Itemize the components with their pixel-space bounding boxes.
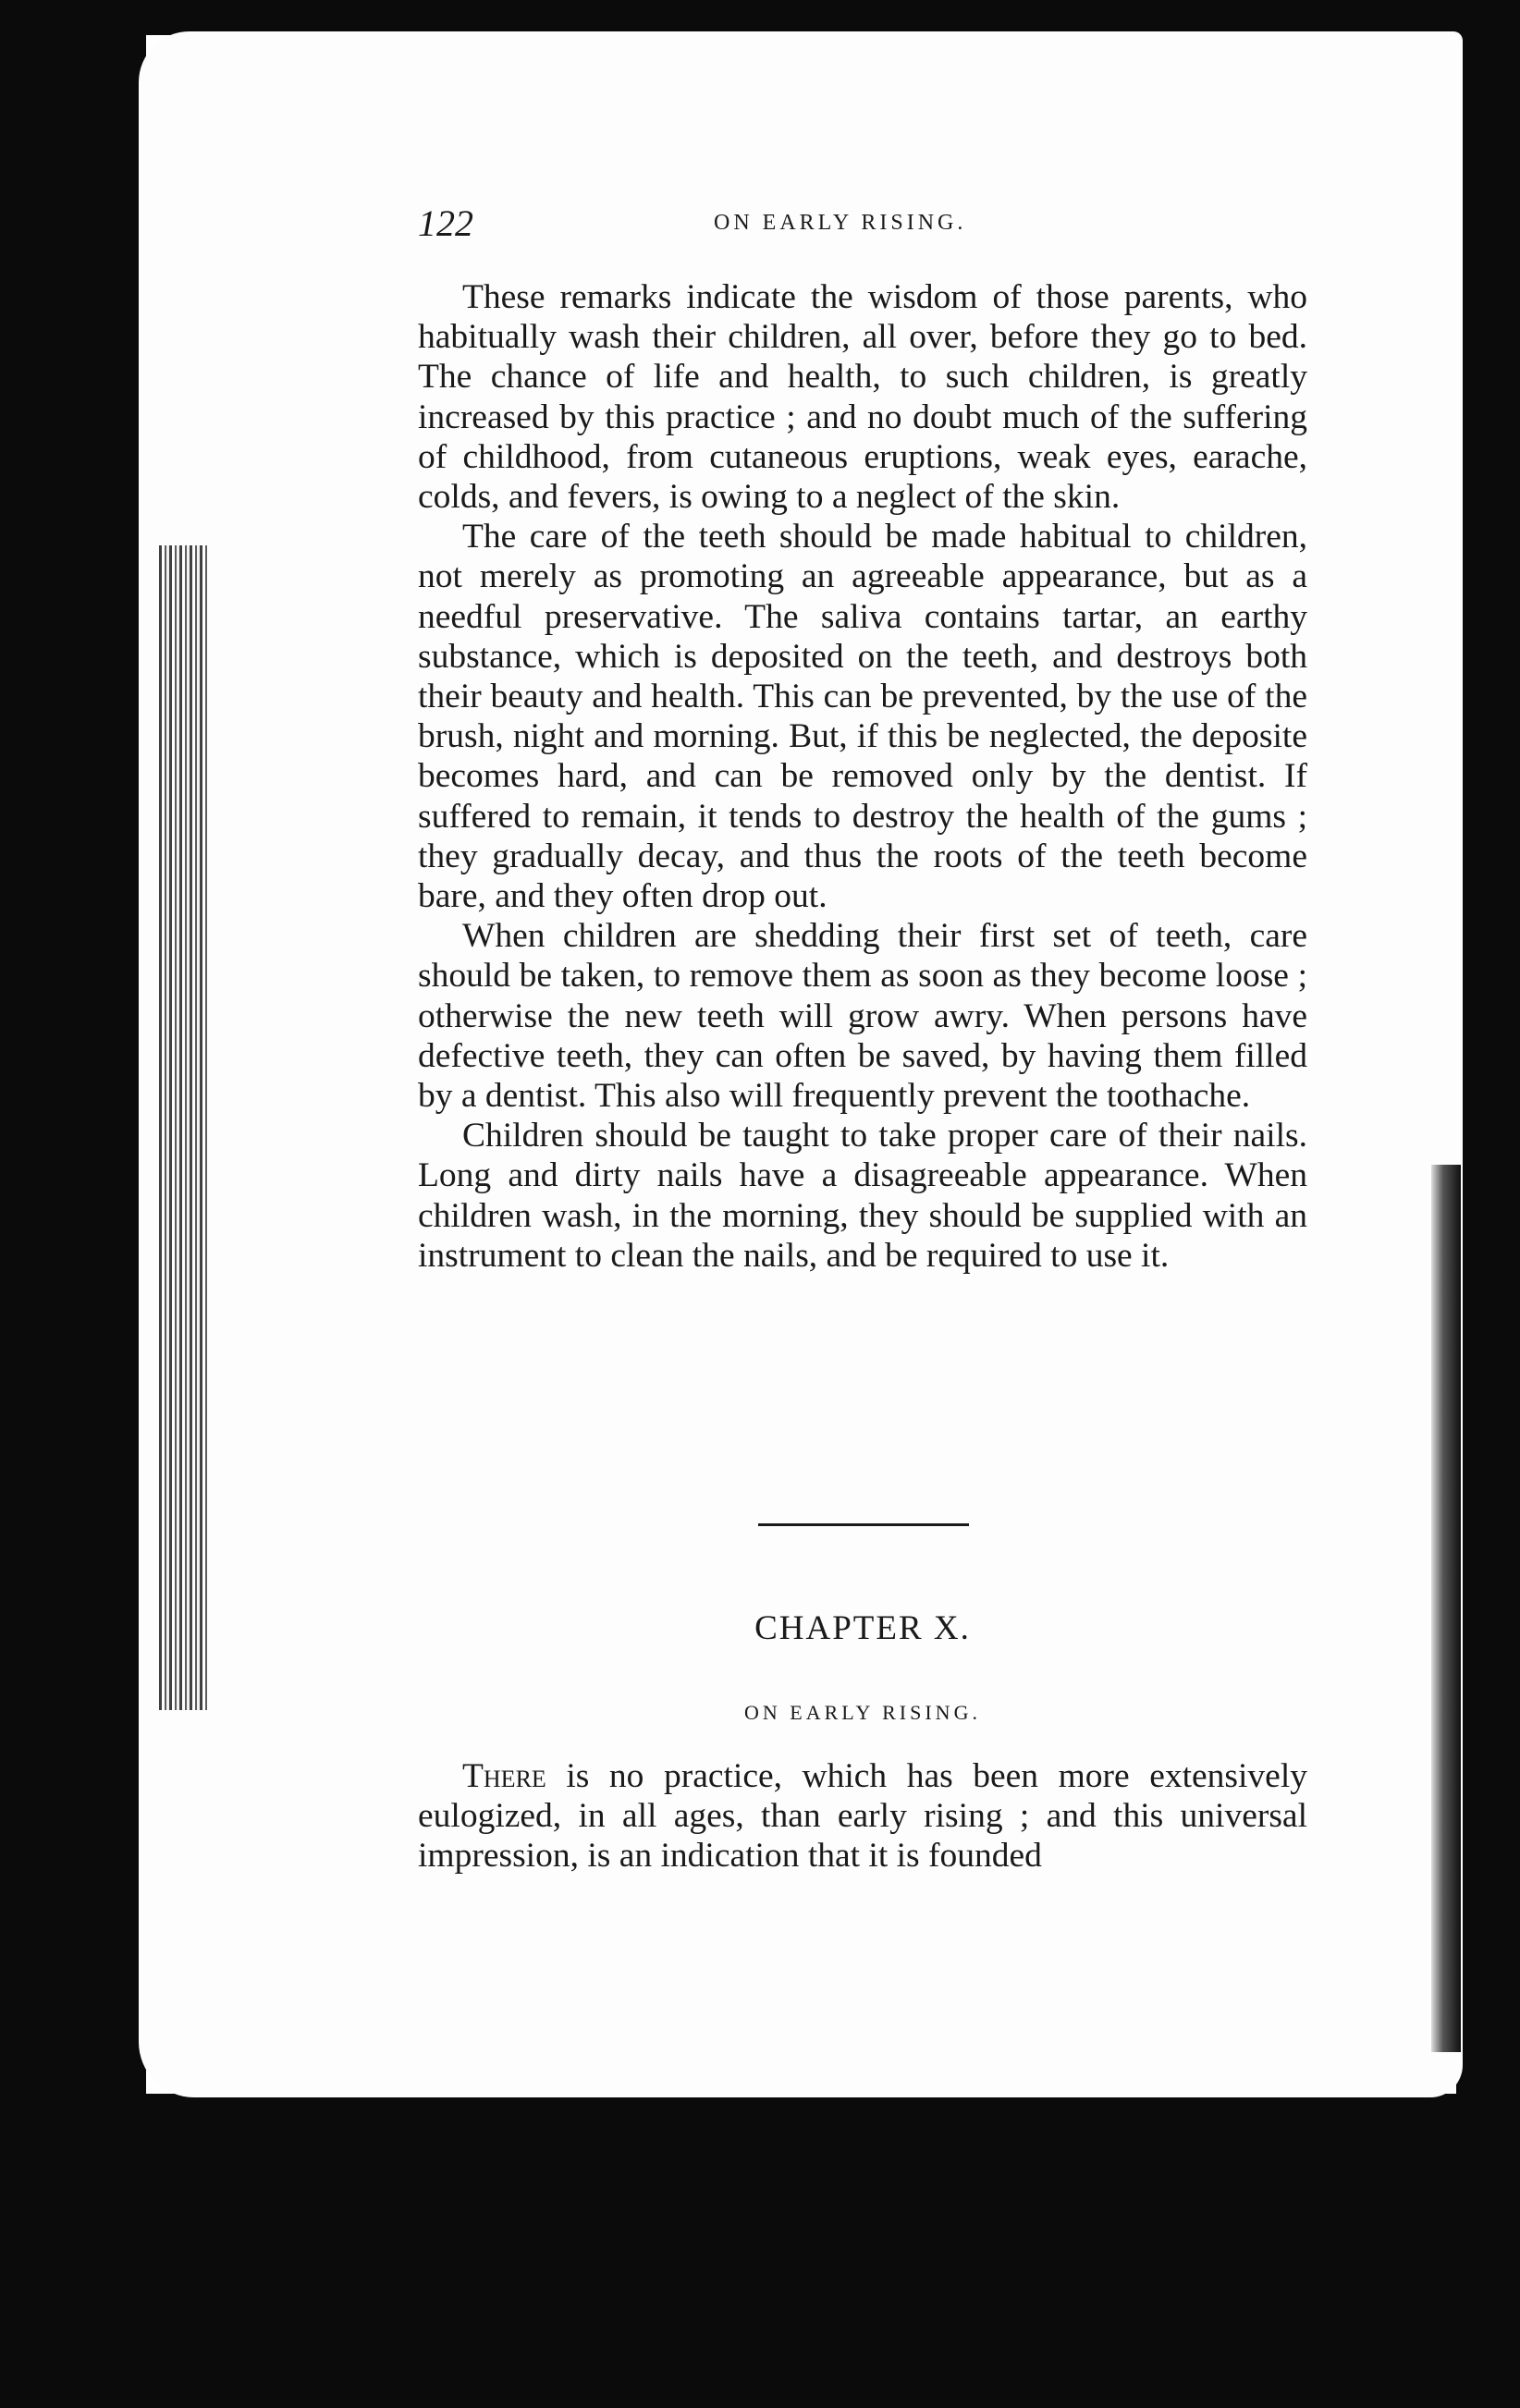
chapter-title: CHAPTER X. — [754, 1609, 971, 1647]
opening-text: is no practice, which has been more extensively eulogized, in all ages, than early rising ; and this universal impression, is an indication that it is founded — [418, 1757, 1307, 1876]
section-divider — [758, 1523, 969, 1526]
paragraph: When children are shedding their first set of teeth, care should be taken, to remove them as soon as they become loose ; otherwise the new teeth will grow awry. When persons have defective teeth, they can often be saved, by having them filled by a dentist. This also will frequently prevent the toothache. — [418, 917, 1307, 1116]
scan-border-top — [0, 0, 1520, 35]
page-number: 122 — [418, 202, 473, 244]
chapter-opening-paragraph — [418, 1756, 1307, 1876]
body-text — [418, 277, 1307, 1276]
chapter-opening — [418, 1756, 1307, 1876]
paragraph: These remarks indicate the wisdom of those parents, who habitually wash their children, all over, before they go to bed. The chance of life and health, to such children, is greatly increased by this practice ; and no doubt much of the suffering of childhood, from cutaneous eruptions, weak eyes, earache, colds, and fevers, is owing to a neglect of the skin. — [418, 278, 1307, 517]
opening-word: There — [462, 1757, 546, 1795]
binding-gutter-shadow — [159, 545, 207, 1710]
paragraph: Children should be taught to take proper care of their nails. Long and dirty nails have a disagreeable appearance. When children wash, in the morning, they should be supplied with an instrument to clean the nails, and be required to use it. — [418, 1117, 1307, 1275]
scan-border-left — [0, 0, 146, 2408]
scan-border-right — [1456, 0, 1520, 2408]
page-edge-shadow — [1431, 1165, 1461, 2052]
paragraph: The care of the teeth should be made habitual to children, not merely as promoting an agreeable appearance, but as a needful preservative. The saliva contains tartar, an earthy substance, which is deposited on the teeth, and destroys both their beauty and health. This can be prevented, by the use of the brush, night and morning. But, if this be neglected, the deposite becomes hard, and can be removed only by the dentist. If suffered to remain, it tends to destroy the health of the gums ; they gradually decay, and thus the roots of the teeth become bare, and they often drop out. — [418, 518, 1307, 916]
chapter-subtitle: ON EARLY RISING. — [744, 1701, 981, 1724]
running-header — [418, 202, 1307, 253]
scan-border-bottom — [0, 2094, 1520, 2408]
running-title: ON EARLY RISING. — [714, 211, 967, 235]
